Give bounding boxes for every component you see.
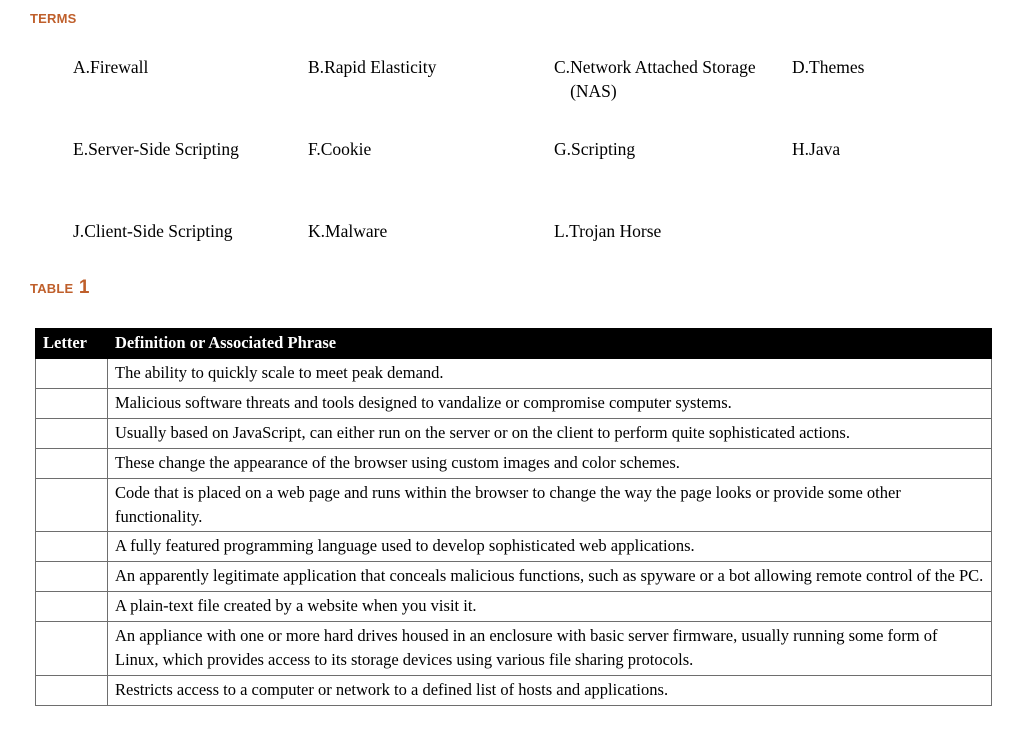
term-letter: J. bbox=[73, 221, 85, 241]
term-label: Themes bbox=[809, 57, 865, 77]
column-header-letter: Letter bbox=[36, 329, 108, 359]
table-header bbox=[36, 329, 992, 359]
terms-row bbox=[0, 220, 1024, 270]
letter-answer-cell[interactable] bbox=[36, 532, 108, 562]
definition-cell: A plain-text file created by a website when you visit it. bbox=[108, 592, 992, 622]
term-item-l bbox=[554, 220, 774, 244]
term-letter: K. bbox=[308, 221, 326, 241]
definition-cell: The ability to quickly scale to meet peak demand. bbox=[108, 358, 992, 388]
table-row bbox=[36, 388, 992, 418]
letter-answer-cell[interactable] bbox=[36, 562, 108, 592]
term-letter: E. bbox=[73, 139, 89, 159]
letter-answer-cell[interactable] bbox=[36, 388, 108, 418]
definition-cell: Malicious software threats and tools designed to vandalize or compromise computer systems. bbox=[108, 388, 992, 418]
term-item-a bbox=[73, 56, 288, 80]
table-section-heading: table 1 bbox=[30, 277, 90, 298]
definition-cell: An apparently legitimate application that conceals malicious functions, such as spyware or a bot allowing remote control of the PC. bbox=[108, 562, 992, 592]
definition-cell: Code that is placed on a web page and runs within the browser to change the way the page looks or provide some other functionality. bbox=[108, 478, 992, 532]
term-letter: H. bbox=[792, 139, 810, 159]
table-row bbox=[36, 478, 992, 532]
letter-answer-cell[interactable] bbox=[36, 478, 108, 532]
term-item-h bbox=[792, 138, 992, 162]
table-row bbox=[36, 358, 992, 388]
term-label: Java bbox=[809, 139, 841, 159]
term-label: Rapid Elasticity bbox=[324, 57, 437, 77]
table-row bbox=[36, 592, 992, 622]
table-body bbox=[36, 358, 992, 705]
term-label: Trojan Horse bbox=[569, 221, 662, 241]
letter-answer-cell[interactable] bbox=[36, 622, 108, 676]
letter-answer-cell[interactable] bbox=[36, 358, 108, 388]
terms-row bbox=[0, 56, 1024, 120]
term-letter: G. bbox=[554, 139, 572, 159]
table-row bbox=[36, 622, 992, 676]
term-letter: C. bbox=[554, 57, 571, 77]
table-row bbox=[36, 532, 992, 562]
term-item-d bbox=[792, 56, 992, 80]
term-item-f bbox=[308, 138, 538, 162]
term-letter: A. bbox=[73, 57, 91, 77]
term-label: Client-Side Scripting bbox=[84, 221, 233, 241]
terms-list bbox=[0, 56, 1024, 288]
definition-cell: A fully featured programming language used to develop sophisticated web applications. bbox=[108, 532, 992, 562]
table-row bbox=[36, 448, 992, 478]
term-label: Malware bbox=[325, 221, 388, 241]
term-letter: B. bbox=[308, 57, 325, 77]
table-header-row bbox=[36, 329, 992, 359]
letter-answer-cell[interactable] bbox=[36, 592, 108, 622]
definition-cell: An appliance with one or more hard drives housed in an enclosure with basic server firmware, usually running some form of Linux, which provides access to its storage devices using various file sharing protocols. bbox=[108, 622, 992, 676]
terms-section-heading: terms bbox=[30, 7, 77, 28]
table-row bbox=[36, 418, 992, 448]
table-row bbox=[36, 676, 992, 706]
definition-cell: Restricts access to a computer or network to a defined list of hosts and applications. bbox=[108, 676, 992, 706]
term-label: Scripting bbox=[571, 139, 636, 159]
term-label: Server-Side Scripting bbox=[88, 139, 239, 159]
letter-answer-cell[interactable] bbox=[36, 418, 108, 448]
letter-answer-cell[interactable] bbox=[36, 448, 108, 478]
term-item-k bbox=[308, 220, 538, 244]
definitions-table bbox=[35, 328, 992, 706]
definition-cell: These change the appearance of the browser using custom images and color schemes. bbox=[108, 448, 992, 478]
term-letter: L. bbox=[554, 221, 570, 241]
definition-cell: Usually based on JavaScript, can either run on the server or on the client to perform quite sophisticated actions. bbox=[108, 418, 992, 448]
table-row bbox=[36, 562, 992, 592]
term-letter: D. bbox=[792, 57, 810, 77]
column-header-definition: Definition or Associated Phrase bbox=[108, 329, 992, 359]
terms-row bbox=[0, 138, 1024, 202]
term-item-j bbox=[73, 220, 288, 244]
term-label: Firewall bbox=[90, 57, 149, 77]
term-letter: F. bbox=[308, 139, 321, 159]
term-item-c bbox=[554, 56, 774, 104]
term-item-b bbox=[308, 56, 538, 80]
letter-answer-cell[interactable] bbox=[36, 676, 108, 706]
term-label: Cookie bbox=[320, 139, 372, 159]
term-label: Network Attached Storage (NAS) bbox=[570, 57, 756, 101]
term-item-g bbox=[554, 138, 774, 162]
term-item-e bbox=[73, 138, 288, 162]
